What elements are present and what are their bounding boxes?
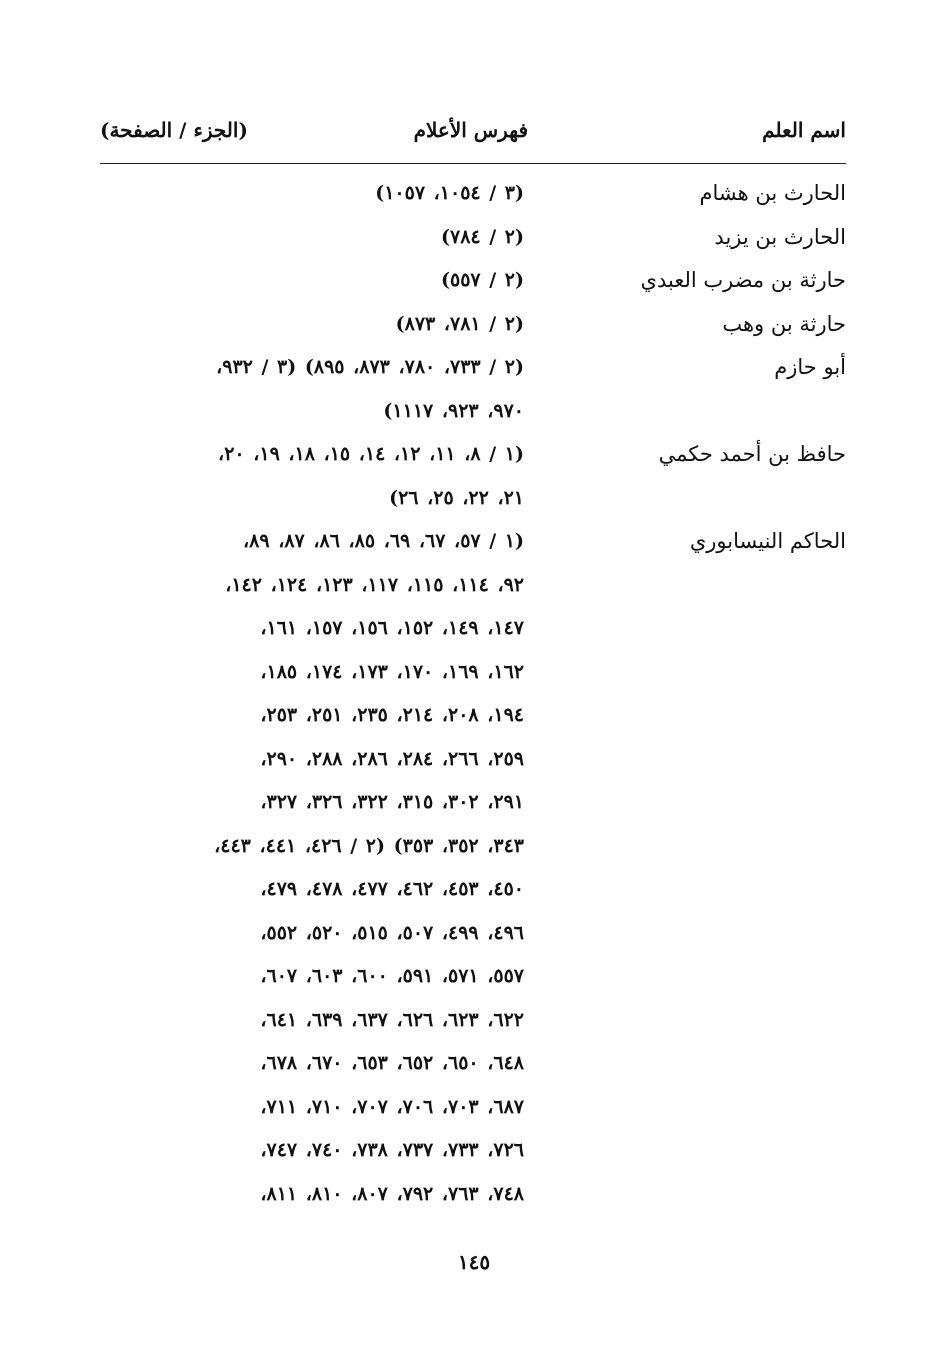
reference-line: ١٩٤، ٢٠٨، ٢١٤، ٢٣٥، ٢٥١، ٢٥٣، [260,704,524,726]
entry-references [100,172,524,216]
entry-name: حارثة بن مضرب العبدي [640,268,846,292]
entry-name: حافظ بن أحمد حكمي [658,442,846,466]
reference-line: ٦٢٢، ٦٢٣، ٦٢٦، ٦٣٧، ٦٣٩، ٦٤١، [260,1008,524,1031]
entry-name: أبو حازم [774,355,846,379]
entry-name: الحاكم النيسابوري [689,529,846,553]
entry-name: الحارث بن يزيد [714,224,846,249]
reference-column-heading: (الجزء / الصفحة) [100,118,248,142]
entry-references [100,259,524,303]
index-entry [100,346,846,433]
reference-line: ٥٥٧، ٥٧١، ٥٩١، ٦٠٠، ٦٠٣، ٦٠٧، [260,965,524,987]
reference-line: ٣٤٣، ٣٥٢، ٣٥٣) (٢ / ٤٢٦، ٤٤١، ٤٤٣، [214,834,524,857]
reference-line: ٤٥٠، ٤٥٣، ٤٦٢، ٤٧٧، ٤٧٨، ٤٧٩، [260,878,524,900]
index-entry [100,216,846,260]
reference-line: (٣ / ١٠٥٤، ١٠٥٧) [375,182,524,204]
page-number: ١٤٥ [457,1250,491,1274]
reference-line: ٢٩١، ٣٠٢، ٣١٥، ٣٢٢، ٣٢٦، ٣٢٧، [260,791,524,813]
reference-line: ١٦٢، ١٦٩، ١٧٠، ١٧٣، ١٧٤، ١٨٥، [260,660,524,683]
entry-references [100,216,524,260]
reference-line: ١٤٧، ١٤٩، ١٥٢، ١٥٦، ١٥٧، ١٦١، [260,617,524,639]
entry-references [100,433,524,520]
index-entry [100,172,846,216]
reference-line: (١ / ٥٧، ٦٧، ٦٩، ٨٥، ٨٦، ٨٧، ٨٩، [243,530,524,552]
reference-line: ٧٤٨، ٧٦٣، ٧٩٢، ٨٠٧، ٨١٠، ٨١١، [260,1182,524,1205]
reference-line: (٢ / ٥٥٧) [440,269,524,291]
index-entry [100,303,846,347]
reference-line: ٢١، ٢٢، ٢٥، ٢٦) [389,486,524,509]
reference-line: (٢ / ٧٣٣، ٧٨٠، ٨٧٣، ٨٩٥) (٣ / ٩٣٢، [216,356,524,378]
index-title: فهرس الأعلام [413,118,528,142]
reference-line: ٢٥٩، ٢٦٦، ٢٨٤، ٢٨٦، ٢٨٨، ٢٩٠، [260,747,524,770]
reference-line: (٢ / ٧٨١، ٨٧٣) [395,312,524,335]
reference-line: (١ / ٨، ١١، ١٢، ١٤، ١٥، ١٨، ١٩، ٢٠، [218,443,524,465]
index-entry [100,259,846,303]
reference-line: ٤٩٦، ٤٩٩، ٥٠٧، ٥١٥، ٥٢٠، ٥٥٢، [260,921,524,944]
name-column-heading: اسم العلم [762,118,846,142]
reference-line: ٩٧٠، ٩٢٣، ١١١٧) [383,399,524,422]
entry-name: الحارث بن هشام [699,181,846,205]
reference-line: ٩٢، ١١٤، ١١٥، ١١٧، ١٢٣، ١٢٤، ١٤٢، [225,573,524,596]
entry-references [100,303,524,347]
header-rule [100,163,846,164]
reference-line: (٢ / ٧٨٤) [440,225,524,248]
index-header [100,118,846,158]
entry-name: حارثة بن وهب [722,311,846,336]
index-entry [100,520,846,1216]
reference-line: ٦٨٧، ٧٠٣، ٧٠٦، ٧٠٧، ٧١٠، ٧١١، [260,1095,524,1118]
entry-references [100,520,524,1216]
index-entries [100,172,846,1216]
reference-line: ٧٢٦، ٧٣٣، ٧٣٧، ٧٣٨، ٧٤٠، ٧٤٧، [260,1139,524,1161]
index-entry [100,433,846,520]
reference-line: ٦٤٨، ٦٥٠، ٦٥٢، ٦٥٣، ٦٧٠، ٦٧٨، [260,1052,524,1074]
entry-references [100,346,524,433]
